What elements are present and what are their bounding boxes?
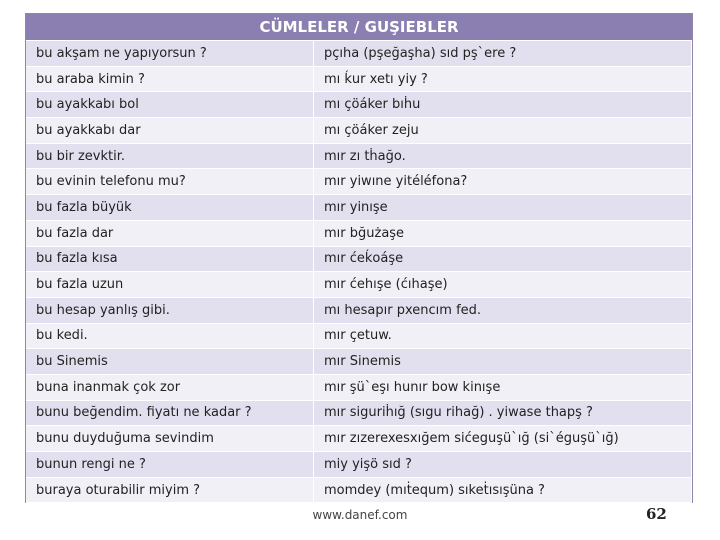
turkish-phrase-cell: bu fazla kısa [26,246,314,272]
circassian-phrase-cell: mır ćehışe (ćıhaşe) [314,272,692,298]
circassian-phrase-cell: mır yinışe [314,195,692,221]
table-row [26,66,692,92]
table-row [26,477,692,503]
circassian-phrase-cell: mı çöáker zeju [314,118,692,144]
turkish-phrase-cell: bu fazla büyük [26,195,314,221]
circassian-phrase-cell: mır yiwıne yitéléfona? [314,169,692,195]
circassian-phrase-cell: mır zızerexesxığem sićeguşü`ığ (si`éguşü`ığ) [314,426,692,452]
table-row [26,246,692,272]
page-number: 62 [646,505,667,523]
turkish-phrase-cell: bu kedi. [26,323,314,349]
table-row [26,349,692,375]
table-row [26,452,692,478]
turkish-phrase-cell: buraya oturabilir miyim ? [26,477,314,503]
circassian-phrase-cell: mır siguriḣığ (sıgu rihağ) . yiwase thapş ? [314,400,692,426]
turkish-phrase-cell: bu hesap yanlış gibi. [26,297,314,323]
circassian-phrase-cell: mı çöáker bıḣu [314,92,692,118]
table-row [26,220,692,246]
turkish-phrase-cell: bu ayakkabı bol [26,92,314,118]
turkish-phrase-cell: bu Sinemis [26,349,314,375]
turkish-phrase-cell: bu bir zevktir. [26,143,314,169]
table-row [26,195,692,221]
circassian-phrase-cell: mır bğużaşe [314,220,692,246]
phrase-table-sheet [25,13,693,503]
turkish-phrase-cell: bu fazla dar [26,220,314,246]
table-row [26,143,692,169]
table-row [26,169,692,195]
turkish-phrase-cell: bunu beğendim. fiyatı ne kadar ? [26,400,314,426]
phrase-table [26,41,692,503]
circassian-phrase-cell: mır çetuw. [314,323,692,349]
turkish-phrase-cell: bunu duyduğuma sevindim [26,426,314,452]
table-row [26,426,692,452]
turkish-phrase-cell: buna inanmak çok zor [26,374,314,400]
circassian-phrase-cell: mır Sinemis [314,349,692,375]
circassian-phrase-cell: mı hesapır pxencım fed. [314,297,692,323]
turkish-phrase-cell: bu araba kimin ? [26,66,314,92]
circassian-phrase-cell: pçıha (pşeğaşha) sıd pş`ere ? [314,41,692,66]
turkish-phrase-cell: bunun rengi ne ? [26,452,314,478]
footer-url: www.danef.com [312,508,408,522]
turkish-phrase-cell: bu ayakkabı dar [26,118,314,144]
table-row [26,272,692,298]
circassian-phrase-cell: mır ćeḱoáşe [314,246,692,272]
turkish-phrase-cell: bu evinin telefonu mu? [26,169,314,195]
table-row [26,92,692,118]
circassian-phrase-cell: mır şü`eşı hunır bow kinışe [314,374,692,400]
table-title: CÜMLELER / GUŞIEBLER [26,14,692,41]
table-row [26,118,692,144]
circassian-phrase-cell: miy yişö sıd ? [314,452,692,478]
circassian-phrase-cell: mır zı tḣağo. [314,143,692,169]
table-row [26,297,692,323]
table-row [26,323,692,349]
circassian-phrase-cell: momdey (mıṫequm) sıkeṫısışüna ? [314,477,692,503]
turkish-phrase-cell: bu akşam ne yapıyorsun ? [26,41,314,66]
table-row [26,400,692,426]
circassian-phrase-cell: mı ḱur xetı yiy ? [314,66,692,92]
table-row [26,41,692,66]
table-row [26,374,692,400]
turkish-phrase-cell: bu fazla uzun [26,272,314,298]
